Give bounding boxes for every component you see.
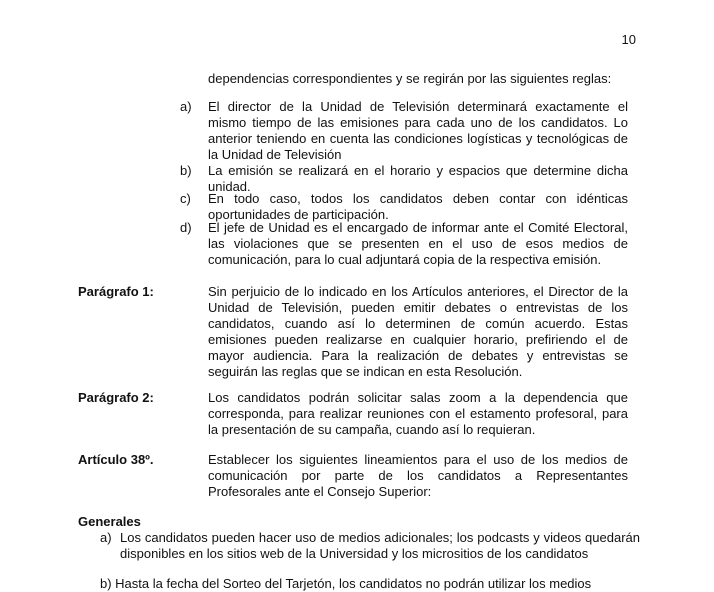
article-38-label: Artículo 38º.	[78, 452, 154, 467]
list-text: La emisión se realizará en el horario y espacios que determine dicha unidad.	[208, 163, 628, 194]
intro-line: dependencias correspondientes y se regirán por las siguientes reglas:	[208, 71, 612, 86]
list-text: Los candidatos pueden hacer uso de medios adicionales; los podcasts y videos quedarán disponibles en los sitios web de la Universidad y los micrositios de los candidatos	[120, 530, 640, 561]
list-marker: a)	[100, 530, 112, 545]
paragraph-2-label: Parágrafo 2:	[78, 390, 154, 405]
page-number: 10	[621, 32, 636, 47]
list-text: El jefe de Unidad es el encargado de informar ante el Comité Electoral, las violaciones que se presenten en el uso de esos medios de comunicación, para lo cual adjuntará copia de la respectiva emisión.	[208, 220, 628, 267]
article-38-text: Establecer los siguientes lineamientos para el uso de los medios de comunicación por parte de los candidatos a Representantes Profesorales ante el Consejo Superior:	[208, 452, 628, 499]
list-marker: c)	[180, 191, 191, 206]
list-item	[100, 530, 640, 562]
list-text: El director de la Unidad de Televisión determinará exactamente el mismo tiempo de las emisiones para cada uno de los candidatos. Lo anterior teniendo en cuenta las condiciones logísticas y tecnológicas de la Unidad de Televisión	[208, 99, 628, 162]
paragraph-1-label: Parágrafo 1:	[78, 284, 154, 299]
list-item	[180, 99, 628, 163]
list-marker: d)	[180, 220, 192, 235]
list-item	[180, 220, 628, 268]
cut-off-line: b) Hasta la fecha del Sorteo del Tarjetón, los candidatos no podrán utilizar los medios	[100, 576, 592, 591]
generales-heading: Generales	[78, 514, 141, 529]
list-text: En todo caso, todos los candidatos deben contar con idénticas oportunidades de participación.	[208, 191, 628, 222]
paragraph-2-text: Los candidatos podrán solicitar salas zoom a la dependencia que corresponda, para realizar reuniones con el estamento profesoral, para la presentación de su campaña, cuando así lo requieran.	[208, 390, 628, 437]
paragraph-1-text: Sin perjuicio de lo indicado en los Artículos anteriores, el Director de la Unidad de Televisión, pueden emitir debates o entrevistas de los candidatos, cuando así lo determinen de común acuerdo. Estas emisiones pueden realizarse en cualquier horario, prefiriendo el de mayor audiencia. Para la realización de debates y entrevistas se seguirán las reglas que se indican en esta Resolución.	[208, 284, 628, 379]
list-marker: b)	[180, 163, 192, 178]
list-marker: a)	[180, 99, 192, 114]
list-item	[180, 191, 628, 223]
